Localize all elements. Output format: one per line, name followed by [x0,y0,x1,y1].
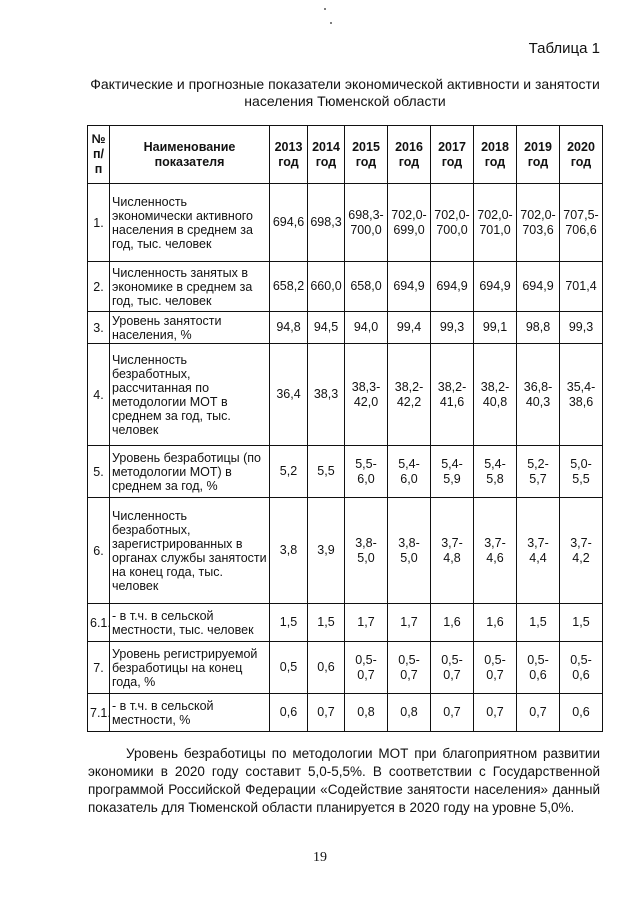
paragraph-text: Уровень безработицы по методологии МОТ при благоприятном развитии экономики в 2020 году составит 5,0-5,5%. В соответствии с Государственной программой Российской Федерации «Содействие занятости населения» данный показатель для Тюменской области планируется в 2020 году на уровне 5,0%. [88,746,600,815]
value-cell: 3,7-4,4 [517,498,560,604]
value-cell: 5,5-6,0 [345,446,388,498]
value-cell: 5,5 [308,446,345,498]
value-cell: 1,5 [308,604,345,642]
data-table [87,125,603,732]
header-year: 2018 год [474,126,517,184]
value-cell: 702,0-701,0 [474,184,517,262]
table-label: Таблица 1 [528,40,600,57]
value-cell: 38,3-42,0 [345,344,388,446]
indicator-name: Численность безработных, рассчитанная по методологии МОТ в среднем за год, тыс. человек [110,344,270,446]
value-cell: 702,0-700,0 [431,184,474,262]
value-cell: 99,3 [431,312,474,344]
row-number: 7. [88,642,110,694]
value-cell: 3,8-5,0 [345,498,388,604]
row-number: 1. [88,184,110,262]
value-cell: 5,2-5,7 [517,446,560,498]
value-cell: 99,3 [560,312,603,344]
value-cell: 0,8 [388,694,431,732]
value-cell: 658,0 [345,262,388,312]
value-cell: 1,6 [474,604,517,642]
value-cell: 38,2-42,2 [388,344,431,446]
value-cell: 0,6 [270,694,308,732]
value-cell: 35,4-38,6 [560,344,603,446]
value-cell: 0,5-0,7 [388,642,431,694]
value-cell: 0,5-0,7 [474,642,517,694]
table-row [88,446,603,498]
table-row [88,604,603,642]
scan-speck [324,8,326,10]
value-cell: 99,1 [474,312,517,344]
value-cell: 694,9 [517,262,560,312]
table-row [88,262,603,312]
header-name: Наименование показателя [110,126,270,184]
table-title: Фактические и прогнозные показатели экономической активности и занятости населения Тюменской области [90,76,600,109]
value-cell: 658,2 [270,262,308,312]
value-cell: 1,7 [345,604,388,642]
value-cell: 0,8 [345,694,388,732]
value-cell: 1,5 [517,604,560,642]
indicator-name: Уровень регистрируемой безработицы на конец года, % [110,642,270,694]
value-cell: 0,5-0,6 [517,642,560,694]
value-cell: 3,8 [270,498,308,604]
value-cell: 0,5-0,6 [560,642,603,694]
row-number: 7.1. [88,694,110,732]
value-cell: 707,5-706,6 [560,184,603,262]
value-cell: 660,0 [308,262,345,312]
value-cell: 0,5-0,7 [431,642,474,694]
scan-speck [330,22,332,24]
value-cell: 1,5 [560,604,603,642]
table-row [88,498,603,604]
value-cell: 0,7 [517,694,560,732]
value-cell: 694,9 [474,262,517,312]
value-cell: 36,8-40,3 [517,344,560,446]
indicator-name: Численность экономически активного населения в среднем за год, тыс. человек [110,184,270,262]
value-cell: 702,0-699,0 [388,184,431,262]
page-number: 19 [313,850,327,865]
indicator-name: - в т.ч. в сельской местности, тыс. человек [110,604,270,642]
indicator-name: - в т.ч. в сельской местности, % [110,694,270,732]
value-cell: 5,4-5,9 [431,446,474,498]
value-cell: 36,4 [270,344,308,446]
value-cell: 694,9 [388,262,431,312]
value-cell: 3,8-5,0 [388,498,431,604]
value-cell: 94,0 [345,312,388,344]
row-number: 3. [88,312,110,344]
header-year: 2013 год [270,126,308,184]
indicator-name: Уровень безработицы (по методологии МОТ) в среднем за год, % [110,446,270,498]
value-cell: 0,7 [431,694,474,732]
value-cell: 702,0-703,6 [517,184,560,262]
indicator-name: Численность безработных, зарегистрированных в органах службы занятости на конец года, тыс. человек [110,498,270,604]
value-cell: 0,6 [308,642,345,694]
value-cell: 3,7-4,6 [474,498,517,604]
value-cell: 694,6 [270,184,308,262]
row-number: 6. [88,498,110,604]
header-year: 2015 год [345,126,388,184]
value-cell: 0,7 [308,694,345,732]
value-cell: 5,0-5,5 [560,446,603,498]
value-cell: 5,4-6,0 [388,446,431,498]
table-row [88,694,603,732]
value-cell: 0,5-0,7 [345,642,388,694]
row-number: 4. [88,344,110,446]
value-cell: 38,3 [308,344,345,446]
body-paragraph [88,745,600,817]
value-cell: 3,7-4,8 [431,498,474,604]
value-cell: 0,7 [474,694,517,732]
table-header-row [88,126,603,184]
value-cell: 3,9 [308,498,345,604]
value-cell: 694,9 [431,262,474,312]
value-cell: 1,7 [388,604,431,642]
row-number: 5. [88,446,110,498]
value-cell: 701,4 [560,262,603,312]
header-year: 2016 год [388,126,431,184]
value-cell: 698,3 [308,184,345,262]
value-cell: 1,6 [431,604,474,642]
row-number: 2. [88,262,110,312]
header-year: 2017 год [431,126,474,184]
table-row [88,344,603,446]
value-cell: 94,5 [308,312,345,344]
value-cell: 99,4 [388,312,431,344]
indicator-name: Уровень занятости населения, % [110,312,270,344]
value-cell: 94,8 [270,312,308,344]
value-cell: 1,5 [270,604,308,642]
header-year: 2014 год [308,126,345,184]
table-row [88,642,603,694]
value-cell: 0,5 [270,642,308,694]
table-row [88,312,603,344]
value-cell: 698,3-700,0 [345,184,388,262]
header-year: 2020 год [560,126,603,184]
value-cell: 98,8 [517,312,560,344]
value-cell: 5,2 [270,446,308,498]
value-cell: 38,2-40,8 [474,344,517,446]
value-cell: 5,4-5,8 [474,446,517,498]
value-cell: 38,2-41,6 [431,344,474,446]
header-num: № п/п [88,126,110,184]
value-cell: 0,6 [560,694,603,732]
row-number: 6.1. [88,604,110,642]
table-row [88,184,603,262]
value-cell: 3,7-4,2 [560,498,603,604]
indicator-name: Численность занятых в экономике в среднем за год, тыс. человек [110,262,270,312]
header-year: 2019 год [517,126,560,184]
